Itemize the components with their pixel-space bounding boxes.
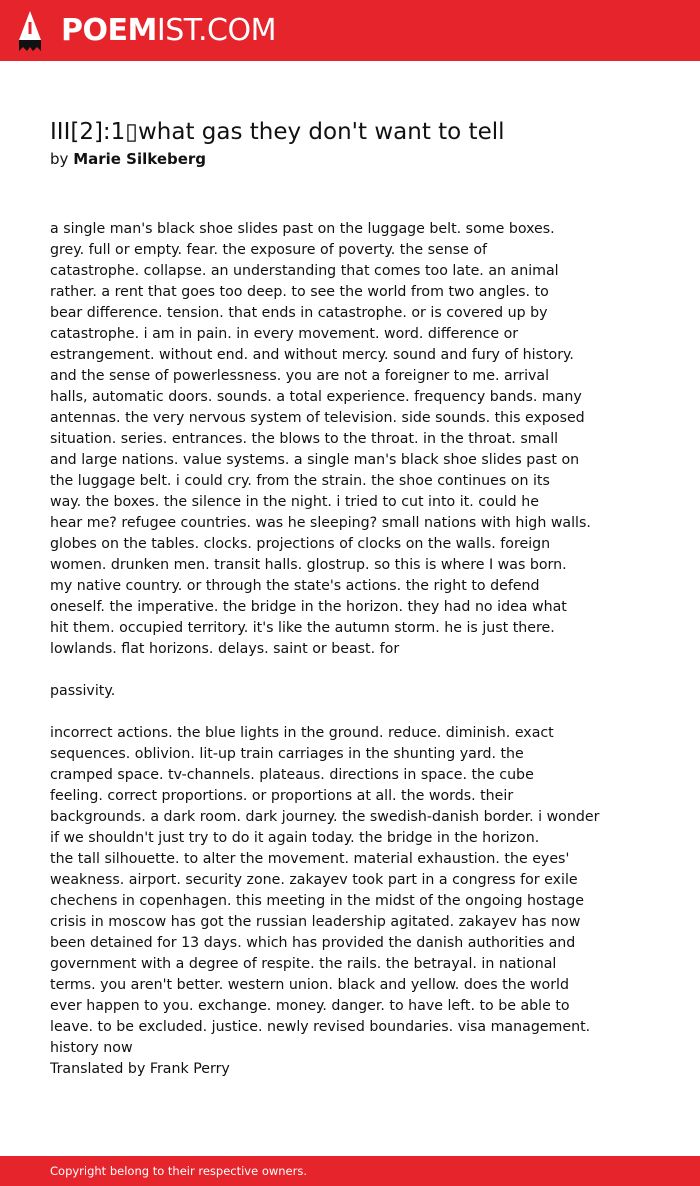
poem-title: III[2]:1▯what gas they don't want to tell <box>50 119 505 145</box>
poem-body <box>50 219 650 1080</box>
poem-stanza-3: incorrect actions. the blue lights in the ground. reduce. diminish. exact sequences. oblivion. lit-up train carriages in the shunting yard. the cramped space. tv-channels. plateaus. directions in space. the cube feeling. correct proportions. or proportions at all. the words. their backgrounds. a dark room. dark journey. the swedish-danish border. i wonder if we shouldn't just try to do it again today. the bridge in the horizon. the tall silhouette. to alter the movement. material exhaustion. the eyes' weakness. airport. security zone. zakayev took part in a congress for exile chechens in copenhagen. this meeting in the midst of the ongoing hostage crisis in moscow has got the russian leadership agitated. zakayev has now been detained for 13 days. which has provided the danish authorities and government with a degree of respite. the rails. the betrayal. in national terms. you aren't better. western union. black and yellow. does the world ever happen to you. exchange. money. danger. to have left. to be able to leave. to be excluded. justice. newly revised boundaries. visa management. history now <box>50 725 600 1056</box>
copyright-notice: Copyright belong to their respective owners. <box>50 1164 308 1178</box>
pen-nib-icon[interactable] <box>18 10 42 52</box>
site-logo[interactable] <box>61 14 276 48</box>
byline <box>50 150 206 168</box>
translator-credit: Translated by Frank Perry <box>50 1061 230 1077</box>
poem-stanza-2: passivity. <box>50 683 116 699</box>
logo-text-bold: POEM <box>61 13 157 48</box>
logo-text-thin: IST.COM <box>156 13 276 48</box>
by-label: by <box>50 150 69 168</box>
site-header <box>0 0 700 61</box>
author-name: Marie Silkeberg <box>73 150 207 168</box>
site-footer <box>0 1156 700 1186</box>
poem-stanza-1: a single man's black shoe slides past on the luggage belt. some boxes. grey. full or empty. fear. the exposure of poverty. the sense of catastrophe. collapse. an understanding that comes too late. an animal rather. a rent that goes too deep. to see the world from two angles. to bear difference. tension. that ends in catastrophe. or is covered up by catastrophe. i am in pain. in every movement. word. difference or estrangement. without end. and without mercy. sound and fury of history. and the sense of powerlessness. you are not a foreigner to me. arrival halls, automatic doors. sounds. a total experience. frequency bands. many antennas. the very nervous system of television. side sounds. this exposed situation. series. entrances. the blows to the throat. in the throat. small and large nations. value systems. a single man's black shoe slides past on the luggage belt. i could cry. from the strain. the shoe continues on its way. the boxes. the silence in the night. i tried to cut into it. could he hear me? refugee countries. was he sleeping? small nations with high walls. globes on the tables. clocks. projections of clocks on the walls. foreign women. drunken men. transit halls. glostrup. so this is where I was born. my native country. or through the state's actions. the right to defend oneself. the imperative. the bridge in the horizon. they had no idea what hit them. occupied territory. it's like the autumn storm. he is just there. lowlands. flat horizons. delays. saint or beast. for <box>50 221 591 657</box>
